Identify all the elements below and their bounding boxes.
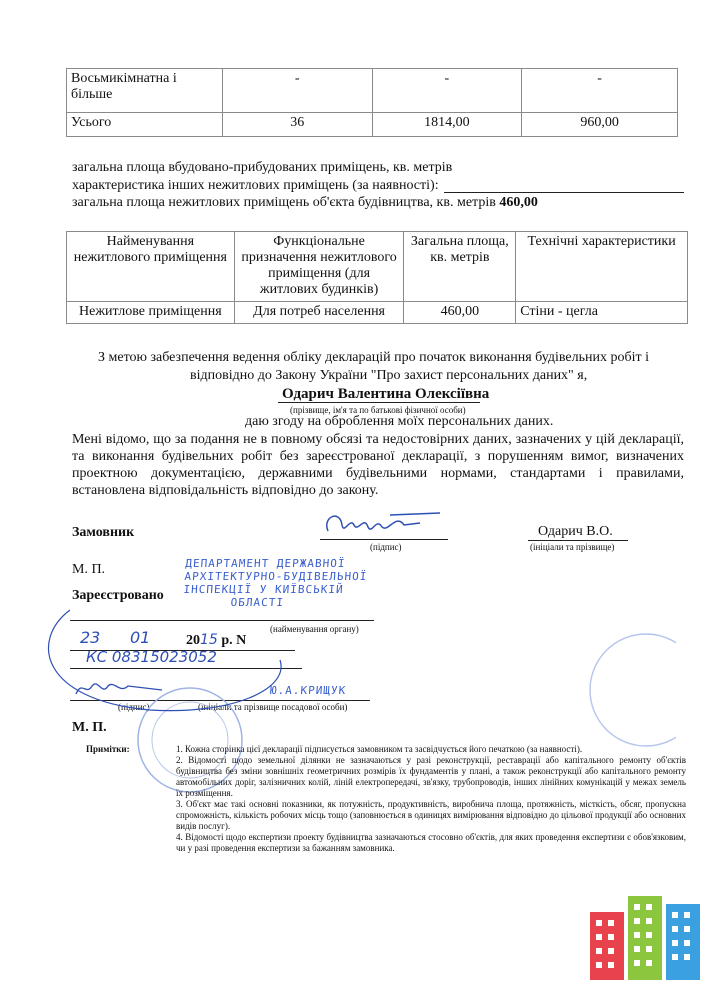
blank-line xyxy=(444,192,684,193)
note-item: 3. Об'єкт має такі основні показники, як потужність, продуктивність, виробнича площа, протяжність, місткість, обсяг, пропускна спроможність, кількість робочих місць тощо (заповнюється в одиницях вимірювання відповідно до цільової продукції або основних видів послуг). xyxy=(176,799,686,831)
official-name-stamp: Ю.А.КРИЩУК xyxy=(269,684,347,697)
customer-signature xyxy=(320,505,460,541)
consent-line-1: З метою забезпечення ведення обліку декларацій про початок виконання будівельних робіт і xyxy=(98,350,650,365)
table-cell: - xyxy=(222,69,372,113)
room-label: Восьмикімнатна і більше xyxy=(67,69,223,113)
table-row xyxy=(67,302,688,324)
stamp-line: ІНСПЕКЦІЇ У КИЇВСЬКІЙ xyxy=(183,583,345,596)
table-cell: Нежитлове приміщення xyxy=(67,302,235,324)
non-residential-area-line xyxy=(72,195,538,211)
year-prefix: 20 xyxy=(186,633,200,648)
non-residential-area-label: загальна площа нежитлових приміщень об'єкта будівництва, кв. метрів xyxy=(72,195,496,210)
initials-caption: (ініціали та прізвище) xyxy=(530,542,615,552)
non-residential-area-value: 460,00 xyxy=(499,195,538,210)
note-item: 4. Відомості щодо експертизи проекту будівництва зазначаються стосовно об'єктів, для яких проведення експертизи є обов'язковим, чи у разі проведення експертизи за бажанням замовника. xyxy=(176,832,686,853)
signature-loop xyxy=(30,600,320,720)
notes-label: Примітки: xyxy=(86,744,130,754)
responsibility-paragraph: Мені відомо, що за подання не в повному обсязі та недостовірних даних, зазначених у цій декларації, та виконання будівельних робіт без зареєстрованої декларації, з порушенням вимог, визначених проектною документацією, державними будівельними нормами, стандартами і правилами, встановлена відповідальність відповідно до закону. xyxy=(72,432,684,498)
registered-label: Зареєстровано xyxy=(72,588,164,603)
built-in-area-line: загальна площа вбудовано-прибудованих приміщень, кв. метрів xyxy=(72,160,453,175)
rooms-table xyxy=(66,68,678,137)
buildings-logo xyxy=(590,890,706,980)
table-cell: 460,00 xyxy=(404,302,516,324)
table-cell: 960,00 xyxy=(522,113,678,137)
consent-line-2: відповідно до Закону України "Про захист персональних даних" я, xyxy=(190,368,588,383)
official-sig-caption: (підпис) xyxy=(118,702,150,712)
table-cell: - xyxy=(522,69,678,113)
mp-label-2: М. П. xyxy=(72,720,107,735)
signature-line xyxy=(320,539,448,540)
stamp-line: ОБЛАСТІ xyxy=(230,596,285,609)
authority-caption: (найменування органу) xyxy=(270,624,359,634)
column-header: Загальна площа, кв. метрів xyxy=(404,232,516,302)
table-cell: Стіни - цегла xyxy=(516,302,688,324)
note-item: 2. Відомості щодо земельної ділянки не зазначаються у разі реконструкції, реставрації або капітального ремонту об'єктів будівництва без зміни зовнішніх геометричних розмірів їх фундаментів у плані, а також реконструкції або капітального ремонту автомобільних доріг, залізничних колій, ліній електропередачі, зв'язку, трубопроводів, інших лінійних комунікацій у межах земель їх розміщення. xyxy=(176,755,686,798)
table-cell: 36 xyxy=(222,113,372,137)
official-caption: (ініціали та прізвище посадової особи) xyxy=(198,702,348,712)
column-header: Найменування нежитлового приміщення xyxy=(67,232,235,302)
table-row xyxy=(67,69,678,113)
non-residential-table xyxy=(66,231,688,324)
note-item: 1. Кожна сторінка цієї декларації підписується замовником та засвідчується його печаткою (за наявності). xyxy=(176,744,583,754)
table-header-row xyxy=(67,232,688,302)
column-header: Функціональне призначення нежитлового приміщення (для житлових будинків) xyxy=(234,232,404,302)
round-seal-right xyxy=(576,630,676,750)
notes-list xyxy=(176,744,686,854)
table-cell: 1814,00 xyxy=(372,113,522,137)
other-characteristics-line: характеристика інших нежитлових приміщень (за наявності): xyxy=(72,178,439,193)
stamp-line: АРХІТЕКТУРНО-БУДІВЕЛЬНОЇ xyxy=(184,570,368,583)
year-suffix: 15 xyxy=(200,632,218,648)
reg-number: КС 08315023052 xyxy=(86,648,217,666)
stamp-line: ДЕПАРТАМЕНТ ДЕРЖАВНОЇ xyxy=(184,557,346,570)
reg-day: 23 xyxy=(80,628,101,647)
table-row xyxy=(67,113,678,137)
person-name: Одарич Валентина Олексіївна xyxy=(282,386,490,402)
column-header: Технічні характеристики xyxy=(516,232,688,302)
customer-label: Замовник xyxy=(72,525,135,540)
table-cell: - xyxy=(372,69,522,113)
room-label: Усього xyxy=(67,113,223,137)
name-underline xyxy=(278,402,480,403)
name-caption: (прізвище, ім'я та по батькові фізичної особи) xyxy=(290,405,466,415)
signature-caption: (підпис) xyxy=(370,542,402,552)
customer-initials: Одарич В.О. xyxy=(538,524,613,539)
consent-line-3: даю згоду на оброблення моїх персональних даних. xyxy=(245,414,554,429)
reg-number-label: р. N xyxy=(221,633,247,648)
initials-line xyxy=(528,540,628,541)
mp-label: М. П. xyxy=(72,562,106,577)
table-cell: Для потреб населення xyxy=(234,302,404,324)
reg-month: 01 xyxy=(130,628,151,647)
